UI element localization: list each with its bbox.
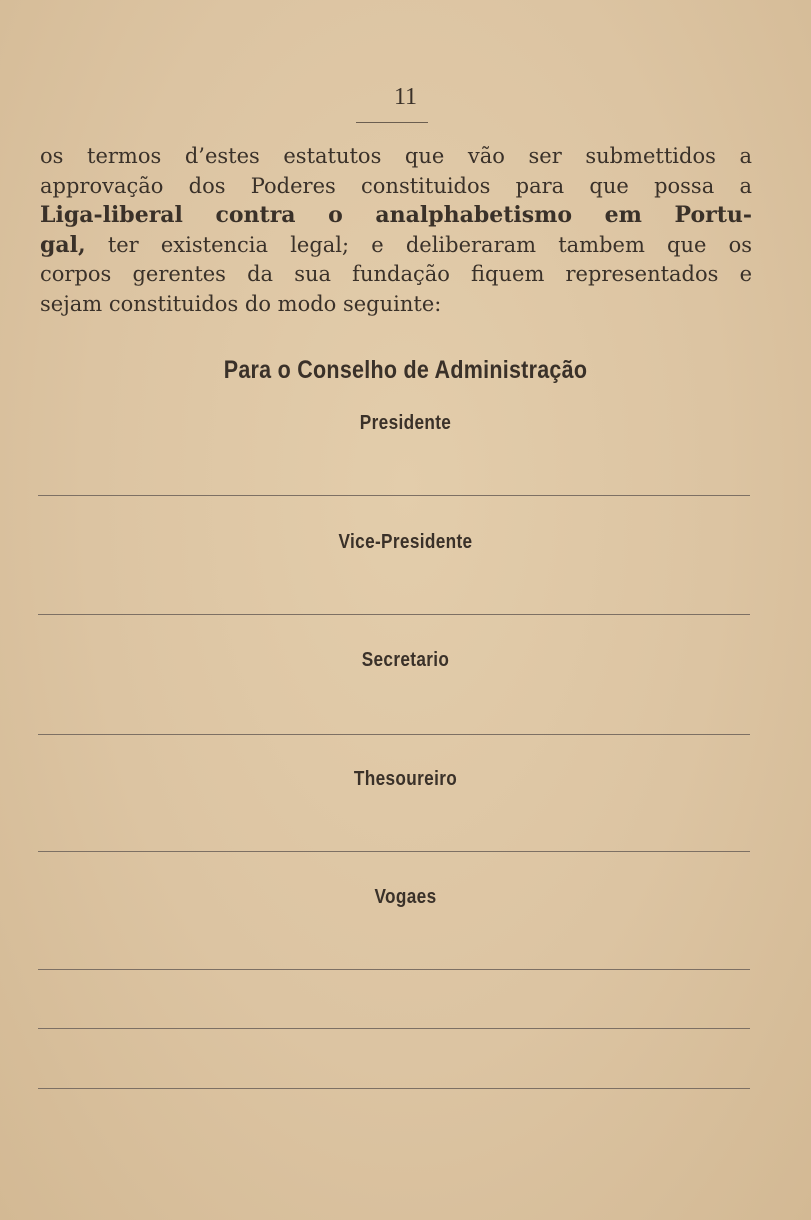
signature-line <box>38 614 750 615</box>
section-heading: Para o Conselho de Administração <box>223 356 588 384</box>
league-name-bold: Liga-liberal contra o analphabetismo em Portu- <box>40 202 752 229</box>
role-label-vogaes: Vogaes <box>374 886 437 908</box>
signature-line <box>38 1028 750 1029</box>
role-label-presidente: Presidente <box>359 412 452 434</box>
role-label-secretario: Secretario <box>361 649 450 671</box>
role-label-thesoureiro: Thesoureiro <box>353 768 458 790</box>
page-number: 11 <box>393 84 418 110</box>
paragraph-line: sejam constituidos do modo seguinte: <box>40 291 442 316</box>
paragraph-line: corpos gerentes da sua fundação fiquem representados e <box>40 262 752 287</box>
paragraph-line: os termos d’estes estatutos que vão ser submettidos a <box>40 144 752 168</box>
signature-line <box>38 1088 750 1089</box>
paragraph-line: approvação dos Poderes constituidos para que possa a <box>40 173 752 198</box>
statute-paragraph <box>40 142 752 320</box>
paragraph-line: gal, ter existencia legal; e deliberaram tambem que os <box>40 231 752 258</box>
signature-line <box>38 734 750 735</box>
signature-line <box>38 495 750 496</box>
signature-line <box>38 851 750 852</box>
page-number-underline <box>356 122 428 123</box>
signature-line <box>38 969 750 970</box>
paragraph-line <box>40 201 752 231</box>
league-name-bold: gal, <box>40 231 86 258</box>
role-label-vice-presidente: Vice-Presidente <box>338 531 473 553</box>
